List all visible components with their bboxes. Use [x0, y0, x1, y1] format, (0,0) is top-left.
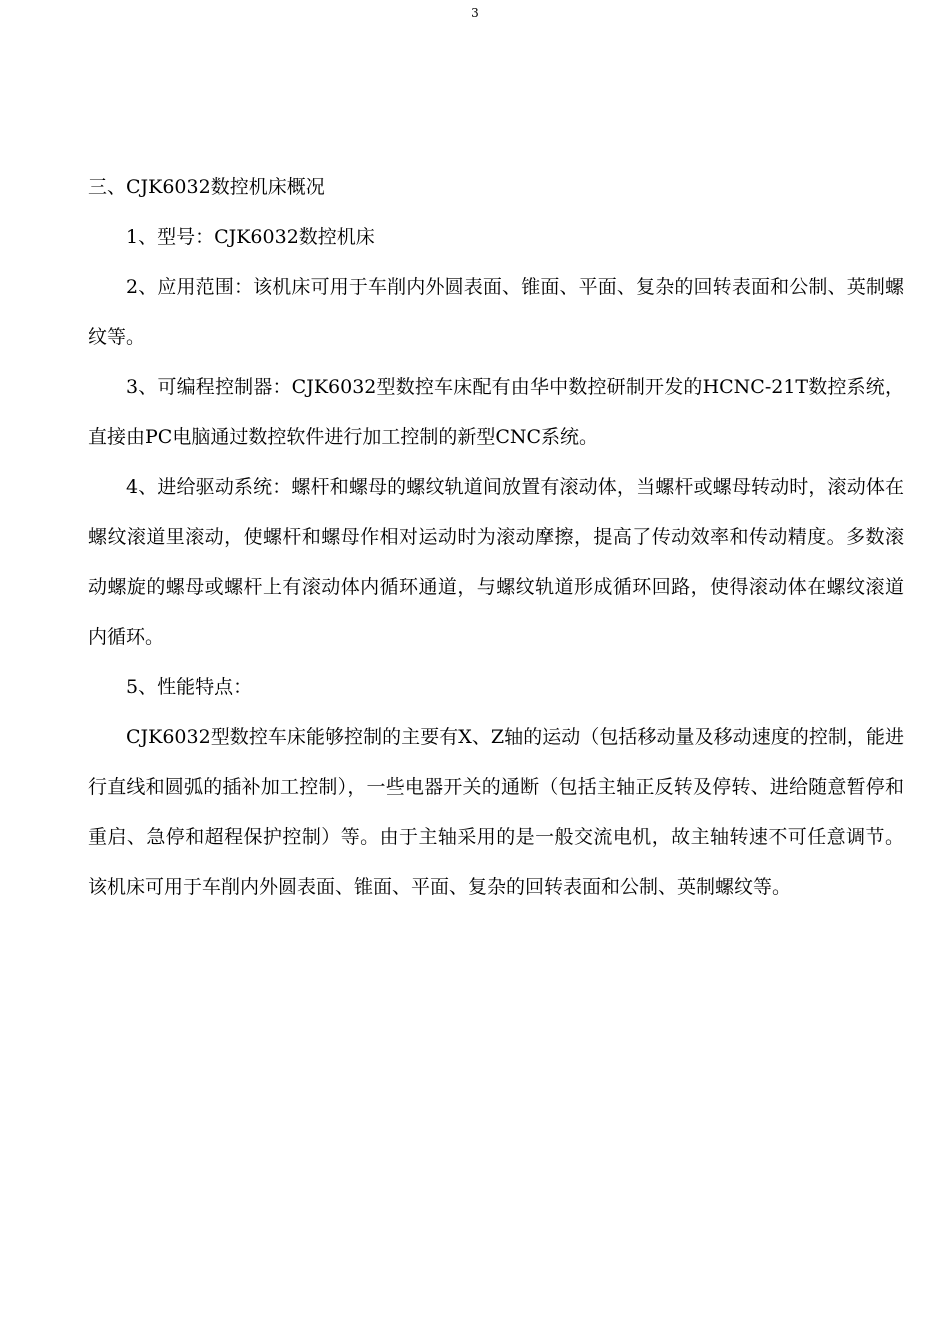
document-body [88, 162, 904, 912]
paragraph-performance-heading: 5、性能特点： [126, 676, 253, 698]
paragraph-model: 1、型号：CJK6032数控机床 [126, 226, 375, 248]
paragraph-performance-details: CJK6032型数控车床能够控制的主要有X、Z轴的运动（包括移动量及移动速度的控制，能进行直线和圆弧的插补加工控制），一些电器开关的通断（包括主轴正反转及停转、进给随意暂停和重启、急停和超程保护控制）等。由于主轴采用的是一般交流电机，故主轴转速不可任意调节。该机床可用于车削内外圆表面、锥面、平面、复杂的回转表面和公制、英制螺纹等。 [88, 726, 904, 898]
section-heading: 三、CJK6032数控机床概况 [88, 176, 325, 198]
page-number: 3 [471, 6, 479, 20]
paragraph-programmable-controller: 3、可编程控制器：CJK6032型数控车床配有由华中数控研制开发的HCNC-21T数控系统，直接由PC电脑通过数控软件进行加工控制的新型CNC系统。 [88, 376, 904, 448]
paragraph-feed-drive-system: 4、进给驱动系统：螺杆和螺母的螺纹轨道间放置有滚动体，当螺杆或螺母转动时，滚动体在螺纹滚道里滚动，使螺杆和螺母作相对运动时为滚动摩擦，提高了传动效率和传动精度。多数滚动螺旋的螺母或螺杆上有滚动体内循环通道，与螺纹轨道形成循环回路，使得滚动体在螺纹滚道内循环。 [88, 476, 904, 648]
paragraph-application-scope: 2、应用范围：该机床可用于车削内外圆表面、锥面、平面、复杂的回转表面和公制、英制螺纹等。 [88, 276, 904, 348]
